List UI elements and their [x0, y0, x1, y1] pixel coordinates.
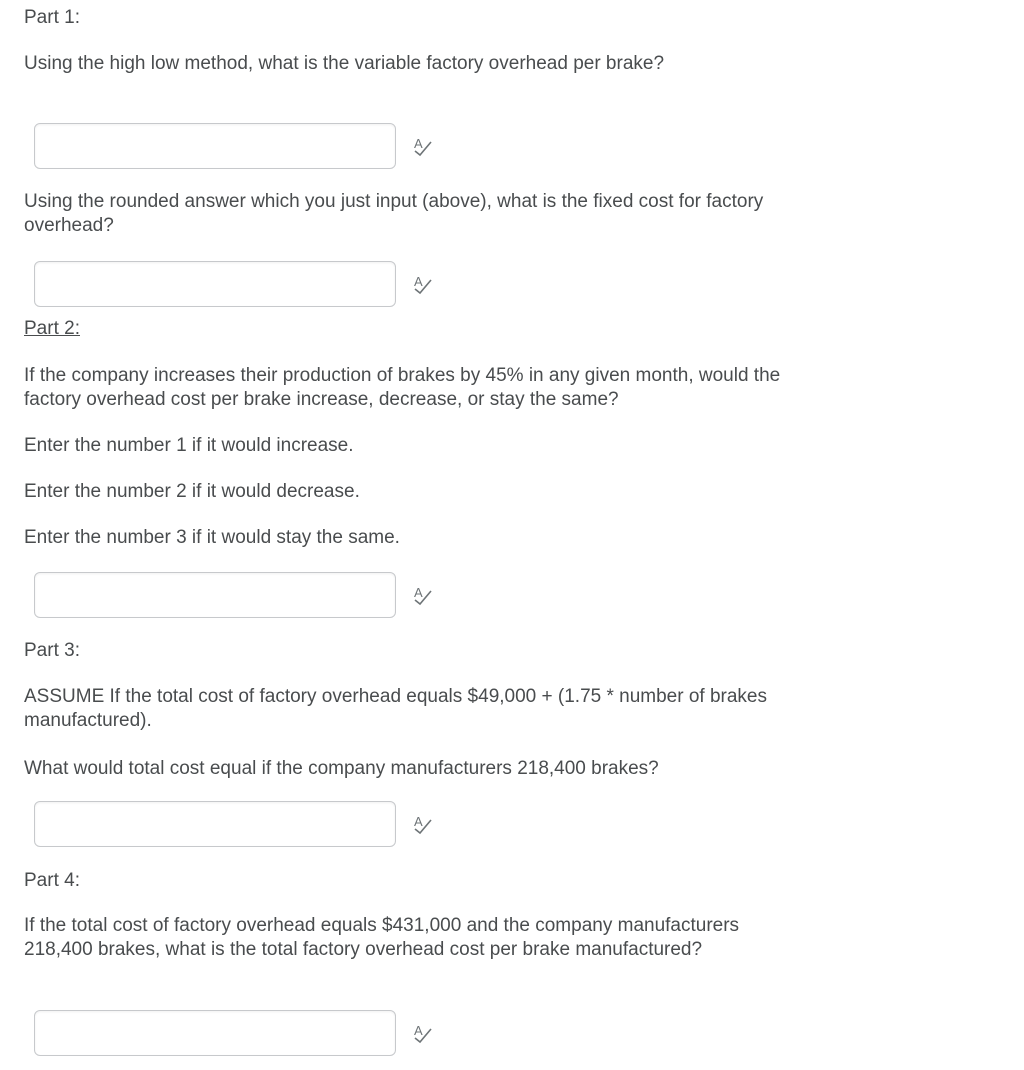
part3-assumption: ASSUME If the total cost of factory overhead equals $49,000 + (1.75 * number of brakes manufactured).: [24, 686, 768, 731]
part2-option1: Enter the number 1 if it would increase.: [24, 435, 354, 456]
part3-answer-row: [24, 801, 464, 849]
spellcheck-icon[interactable]: [412, 1021, 434, 1045]
part1-answer2-row: [24, 261, 464, 309]
spellcheck-icon[interactable]: [412, 134, 434, 158]
part1-question1: Using the high low method, what is the variable factory overhead per brake?: [24, 53, 665, 74]
part2-answer-input[interactable]: [34, 572, 396, 618]
part3-heading: Part 3:: [24, 640, 80, 661]
spellcheck-icon[interactable]: [412, 812, 434, 836]
part2-option3: Enter the number 3 if it would stay the same.: [24, 527, 400, 548]
svg-text:A: A: [414, 136, 423, 151]
part4-question: If the total cost of factory overhead equals $431,000 and the company manufacturers 218,400 brakes, what is the total factory overhead cost per brake manufactured?: [24, 915, 740, 960]
spellcheck-icon[interactable]: [412, 272, 434, 296]
part2-option2: Enter the number 2 if it would decrease.: [24, 481, 360, 502]
part1-answer1-row: [24, 123, 464, 171]
part4-heading: Part 4:: [24, 870, 80, 891]
part2-heading: Part 2:: [24, 318, 80, 339]
part3-question: What would total cost equal if the company manufacturers 218,400 brakes?: [24, 758, 659, 779]
part2-answer-row: [24, 572, 464, 620]
svg-text:A: A: [414, 814, 423, 829]
svg-text:A: A: [414, 585, 423, 600]
part1-question2: Using the rounded answer which you just input (above), what is the fixed cost for factory overhead?: [24, 191, 764, 236]
part4-answer-row: [24, 1010, 464, 1058]
svg-text:A: A: [414, 274, 423, 289]
part1-answer2-input[interactable]: [34, 261, 396, 307]
svg-text:A: A: [414, 1023, 423, 1038]
part1-answer1-input[interactable]: [34, 123, 396, 169]
spellcheck-icon[interactable]: [412, 583, 434, 607]
part3-answer-input[interactable]: [34, 801, 396, 847]
part4-answer-input[interactable]: [34, 1010, 396, 1056]
part1-heading: Part 1:: [24, 7, 80, 28]
part2-question: If the company increases their production of brakes by 45% in any given month, would the factory overhead cost per brake increase, decrease, or stay the same?: [24, 365, 781, 410]
